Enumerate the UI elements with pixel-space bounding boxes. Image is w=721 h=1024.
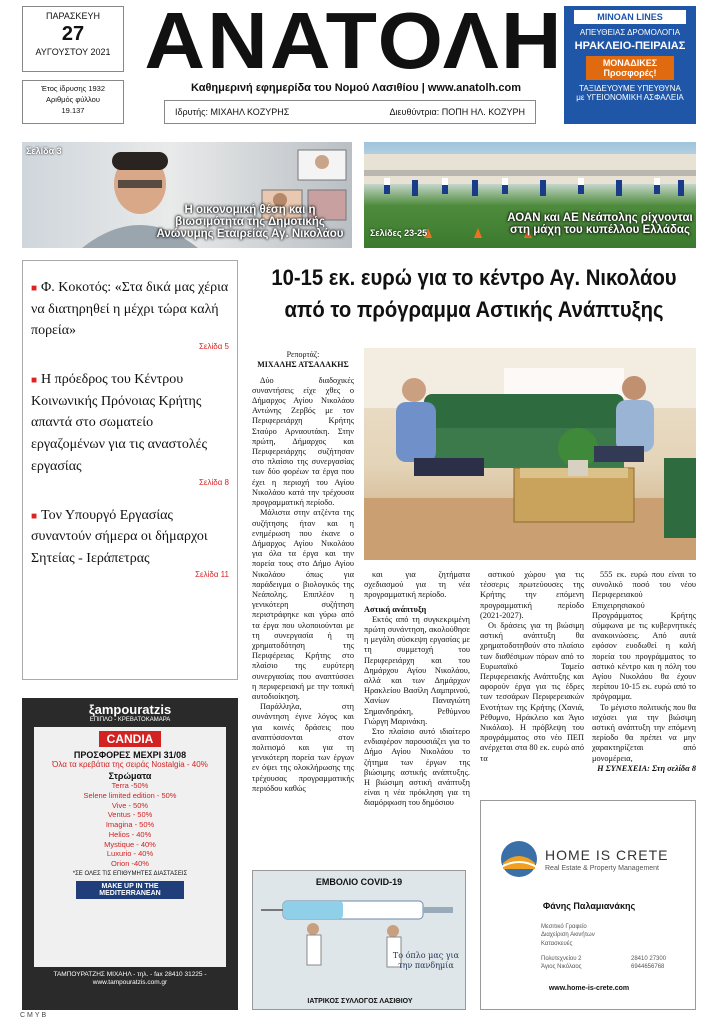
article-paragraph: και για ζητήματα σχεδιασμού για τη νέα προγραμματική περίοδο.	[364, 570, 470, 600]
home-phone[interactable]: 28410 27300	[631, 956, 667, 962]
article-paragraph: Δύο διαδοχικές συναντήσεις είχε χθες ο Δήμαρχος Αγίου Νικολάου Αντώνης Ζερβός με τον Περιφερειάρχη Κρήτης Σταύρο Αρναουτάκη. Στην πρώτη, Δήμαρχος και Περιφερειάρχης συζήτησαν στο πλαίσιο της συνεργασίας των δύο φορέων τα έργα που έχει η περιοχή του Αγίου Νικολάου κατά την τρέχουσα προγραμματική περίοδο.	[252, 375, 354, 508]
continued-link[interactable]: Η ΣΥΝΕΧΕΙΑ: Στη σελίδα 8	[597, 763, 696, 773]
article-column-1	[252, 350, 354, 794]
mattress-item: Orion -40%	[111, 859, 149, 868]
minoan-route: ΗΡΑΚΛΕΙΟ-ΠΕΙΡΑΙΑΣ	[574, 40, 686, 52]
home-phones	[631, 955, 666, 972]
article-paragraph: Παράλληλα, στη συνάντηση έγινε λόγος και για κοινές δράσεις που αναπτύσσονται στον πολιτισμό και για τη γενικότερη πορεία των έργων εν όψει της ολοκλήρωσης της τρέχουσας προγραμματικής περιόδου καθώς	[252, 702, 354, 793]
main-headline[interactable]: 10-15 εκ. ευρώ για το κέντρο Αγ. Νικολάου από το πρόγραμμα Αστικής Ανάπτυξης	[271, 265, 677, 322]
home-logo-icon	[499, 839, 539, 879]
mattress-item: Selene limited edition - 50%	[83, 790, 177, 800]
founder-bar	[164, 100, 536, 124]
shop-subtitle: ΕΠΙΠΛΟ - ΚΡΕΒΑΤΟΚΑΜΑΡΑ	[89, 717, 171, 723]
brief-text: Φ. Κοκοτός: «Στα δικά μας χέρια να διατηρηθεί η μέχρι τώρα καλή πορεία»	[31, 280, 229, 339]
mattress-item: Mystique - 40%	[104, 839, 156, 849]
covid-slogan: Το όπλο μας για την πανδημία	[392, 951, 460, 970]
article-paragraph: 555 εκ. ευρώ που είναι το συνολικό ποσό του νέου Περιφερειακού Επιχειρησιακού Προγράμματος Κρήτης σύμφωνα με τις κυβερνητικές ανακοινώσεις. Από αυτά εφόσον ευοδωθεί η καλή πορεία του προγράμματος το αστικό κέντρο και η πόλη του Αγίου Νικολάου θα έχουν περίπου 10-15 εκ. ευρώ από το πρόγραμμα.	[592, 570, 696, 702]
article-column-2	[364, 570, 470, 809]
candia-tagline: MAKE UP IN THE MEDITERRANEAN	[76, 881, 184, 899]
mattress-item: Terra -50%	[111, 781, 149, 790]
minoan-logo: MINOAN LINES	[574, 10, 686, 24]
offer-line: Όλα τα κρεβάτια της σειράς Nostalgia - 40%	[52, 760, 208, 769]
article-column-3	[480, 570, 584, 764]
bullet-icon: ■	[31, 510, 38, 522]
candia-footer: ΤΑΜΠΟΥΡΑΤΖΗΣ ΜΙΧΑΗΛ - τηλ. - fax 28410 31225 - www.tampouratzis.com.gr	[53, 971, 207, 987]
print-marks: CMYB	[20, 1012, 49, 1019]
brief-text: Τον Υπουργό Εργασίας συναντούν σήμερα οι δήμαρχοι Σητείας - Ιεράπετρας	[31, 507, 208, 566]
home-contact-name: Φάνης Παλαμιανάκης	[542, 901, 636, 911]
issue-number: 19.137	[61, 105, 85, 115]
mattress-item: Imagina - 50%	[105, 820, 155, 829]
date-box	[22, 6, 124, 72]
home-address	[541, 955, 582, 972]
page-ref-23-25: Σελίδες 23-25	[370, 228, 428, 238]
day-number: 27	[61, 23, 85, 46]
home-address-line: Πολυτεχνείου 2	[541, 956, 582, 962]
weekday: ΠΑΡΑΣΚΕΥΗ	[46, 11, 100, 21]
article-paragraph: Στο πλαίσιο αυτό ιδιαίτερο ενδιαφέρον παρουσιάζει για το Δήμο Αγίου Νικολάου το ζήτημα των έργων της βιώσιμης αστικής ανάπτυξης. Η βιώσιμη αστική ανάπτυξη είναι η νέα πρόκληση για τη διαμόρφωση του δημόσιου	[364, 727, 470, 808]
brief-item[interactable]	[31, 369, 229, 486]
reporter-label: Ρεπορτάζ:	[286, 350, 320, 359]
minoan-line3: με ΥΓΕΙΟΝΟΜΙΚΗ ΑΣΦΑΛΕΙΑ	[576, 93, 684, 102]
brief-item[interactable]	[31, 277, 229, 351]
offer-note: *ΣΕ ΟΛΕΣ ΤΙΣ ΕΠΙΘΥΜΗΤΕΣ ΔΙΑΣΤΑΣΕΙΣ	[72, 870, 188, 877]
candia-ad[interactable]	[22, 698, 238, 1010]
top-story-left[interactable]	[22, 142, 352, 248]
article-paragraph: Εκτός από τη συγκεκριμένη πρώτη συνάντηση, ακολούθησε η μεγάλη σύσκεψη εργασίας με τη συμμετοχή του Περιφερειάρχη και του Δημάρχου Αγίου Νικολάου, αλλά και των Δημάρχων Ηρακλείου Βασίλη Λαμπρινού, Χανίων Παναγιώτη Σημανδηράκη, Ρεθύμνου Γιώργη Μαρινάκη.	[364, 614, 470, 726]
mattress-item: Vive - 50%	[111, 800, 149, 810]
offer-title: ΠΡΟΣΦΟΡΕΣ ΜΕΧΡΙ 31/08	[73, 750, 187, 760]
founded-box	[22, 80, 124, 124]
office-meeting-illustration	[364, 348, 696, 560]
bullet-icon: ■	[31, 375, 38, 387]
bullet-icon: ■	[31, 283, 38, 294]
minoan-lines-ad[interactable]	[564, 6, 696, 124]
minoan-badge: ΜΟΝΑΔΙΚΕΣ Προσφορές!	[586, 56, 674, 80]
mattress-item: Ventus - 50%	[107, 810, 153, 820]
mattress-item: Helios - 40%	[108, 829, 152, 839]
founder: Ιδρυτής: ΜΙΧΑΗΛ ΚΟΖΥΡΗΣ	[175, 107, 290, 117]
brief-text: Η πρόεδρος του Κέντρου Κοινωνικής Πρόνοιας Κρήτης απαντά στο σωματείο εργαζομένων για τις αναστολές εργασίας	[31, 372, 208, 474]
article-paragraph: Οι δράσεις για τη βιώσιμη αστική ανάπτυξη θα χρηματοδοτηθούν στο πλαίσιο των διαθέσιμων πόρων από το Ευρωπαϊκό Ταμείο Περιφερειακής Ανάπτυξης και αφορούν έργα για τις έδρες των τεσσάρων Περιφερειακών Ενοτήτων της Κρήτης (Χανιά, Ρέθυμνο, Ηράκλειο και Άγιο Νικόλαο). Η πρόβλεψη του προγράμματος στο νέο ΠΕΠ ανέρχεται στα 80 εκ. ευρώ από τα	[480, 621, 584, 763]
covid-vaccine-ad[interactable]	[252, 870, 466, 1010]
top-story-left-caption: Η οικονομική θέση και η βιωσιμότητα της Δημοτικής Ανώνυμης Εταιρείας Αγ. Νικολάου	[156, 204, 344, 240]
page-ref-3: Σελίδα 3	[26, 146, 62, 156]
article-paragraph: Μάλιστα στην ατζέντα της συζήτησης ήταν και η ενημέρωση που έκανε ο Δήμαρχος Αγίου Νικολάου για όλα τα έργα και την πορεία τους στο Δήμο Αγίου Νικολάου όπως για παράδειγμα ο βιολογικός της Νεάπολης. Επιπλέον η γενικότερη συζήτηση περιστράφηκε και γύρω από τα έργα που υλοποιούνται με τη συνεργασία ή τη χρηματοδότηση της Περιφέρειας Κρήτης στο πλαίσιο της ευρύτερη συνεργασίας που αναπτύσσει η περιφερειακή με την τοπική αυτοδιοίκηση.	[252, 508, 354, 701]
home-roles	[541, 923, 595, 948]
brief-item[interactable]	[31, 505, 229, 579]
home-address-line: Άγιος Νικόλαος	[541, 964, 582, 971]
masthead-title: ΑΝΑΤΟΛΗ	[144, 0, 564, 85]
home-website[interactable]: www.home-is-crete.com	[548, 985, 630, 992]
covid-footer: ΙΑΤΡΙΚΟΣ ΣΥΛΛΟΓΟΣ ΛΑΣΙΘΙΟΥ	[307, 998, 413, 1005]
home-role: Κατασκευές	[541, 940, 573, 947]
shop-logo: ξampouratzis	[88, 702, 172, 717]
home-role: Μεσιτικό Γραφείο	[541, 924, 587, 930]
founded-year: Έτος ίδρυσης 1932	[41, 84, 105, 93]
minoan-line2: ΤΑΞΙΔΕΥΟΥΜΕ ΥΠΕΥΘΥΝΑ	[579, 84, 681, 93]
minoan-line1: ΑΠΕΥΘΕΙΑΣ ΔΡΟΜΟΛΟΓΙΑ	[579, 28, 681, 37]
director: Διευθύντρια: ΠΟΠΗ ΗΛ. ΚΟΖΥΡΗ	[389, 107, 525, 117]
home-role: Διαχείριση Ακινήτων	[541, 932, 595, 939]
brief-page: Σελίδα 8	[198, 477, 229, 487]
brief-page: Σελίδα 11	[195, 569, 229, 579]
mattress-item: Luxurio - 40%	[106, 849, 154, 859]
home-phone[interactable]: 6944656768	[631, 964, 665, 971]
masthead-subtitle[interactable]: Καθημερινή εφημερίδα του Νομού Λασιθίου | www.anatolh.com	[191, 82, 521, 94]
home-brand: HOME IS CRETE	[545, 847, 669, 863]
briefs-column	[22, 260, 238, 680]
reporter-name: ΜΙΧΑΛΗΣ ΑΤΣΑΛΑΚΗΣ	[257, 359, 349, 369]
issue-label: Αριθμός φύλλου	[46, 94, 100, 104]
month-year: ΑΥΓΟΥΣΤΟΥ 2021	[35, 47, 111, 58]
candia-logo: CANDIA	[99, 731, 162, 747]
article-subhead: Αστική ανάπτυξη	[364, 604, 427, 614]
brief-page: Σελίδα 5	[198, 342, 229, 352]
home-is-crete-ad[interactable]	[480, 800, 696, 1010]
covid-title: ΕΜΒΟΛΙΟ COVID-19	[315, 877, 403, 887]
article-paragraph: Το μέγιστο πολιτικής που θα ισχύσει για την βιώσιμη αστική ανάπτυξη την επόμενη περίοδο θα πρέπει να μην χαρακτηρίζεται από μονομέρεια,	[592, 702, 696, 763]
article-column-4	[592, 570, 696, 774]
home-tagline: Real Estate & Property Management	[545, 865, 660, 872]
top-story-right[interactable]	[364, 142, 696, 248]
main-article-photo	[364, 348, 696, 560]
top-story-right-caption: ΑΟΑΝ και ΑΕ Νεάπολης ρίχνονται στη μάχη του κυπέλλου Ελλάδας	[507, 212, 693, 236]
article-paragraph: αστικού χώρου για τις τέσσερις πρωτεύουσες της Κρήτης την επόμενη προγραμματική περίοδο (2021-2027).	[480, 570, 584, 620]
mattress-title: Στρώματα	[108, 771, 152, 781]
